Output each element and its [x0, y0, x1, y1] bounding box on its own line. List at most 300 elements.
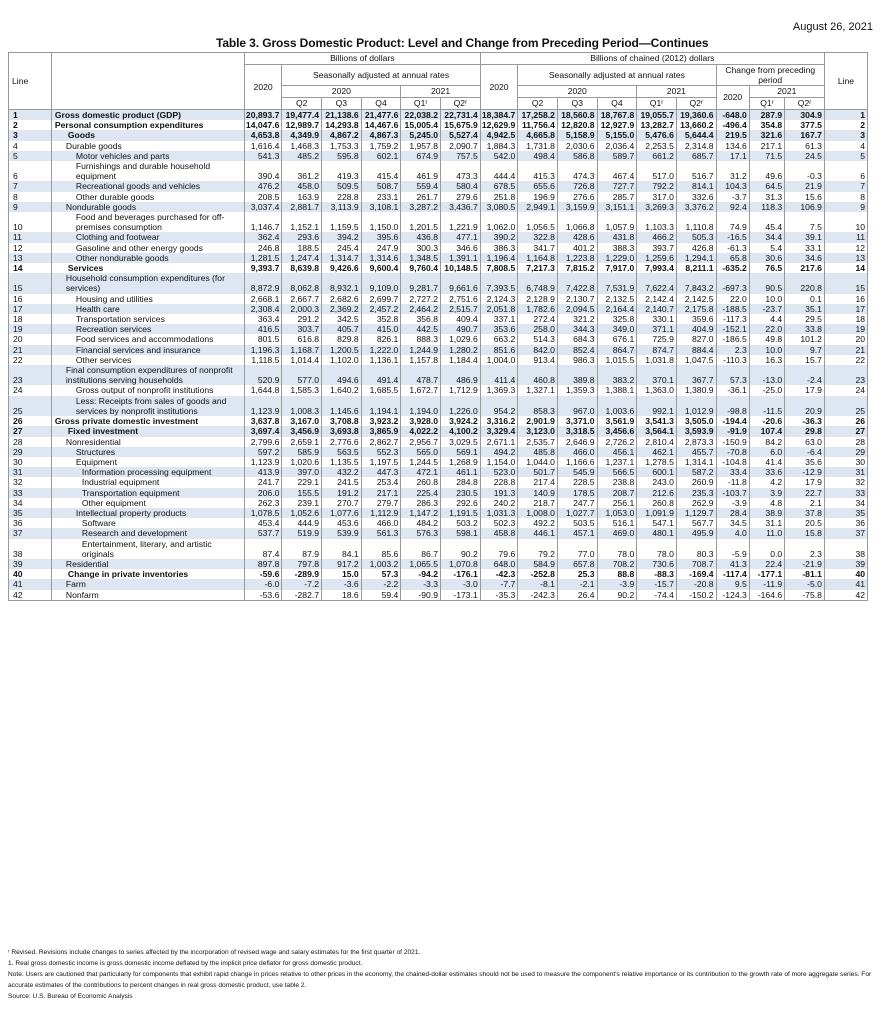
row-value: 218.7: [518, 498, 558, 508]
table-row: [9, 192, 868, 202]
row-value: 1,884.3: [480, 141, 518, 151]
row-value: -103.7: [716, 488, 749, 498]
row-value: 241.5: [322, 477, 362, 487]
row-value: 18,384.7: [480, 110, 518, 121]
row-value: 1,047.5: [676, 355, 716, 365]
row-value: 2,751.6: [441, 294, 481, 304]
row-value: 3,697.4: [244, 426, 282, 436]
row-value: 20.5: [785, 518, 825, 528]
row-value: 1,731.8: [518, 141, 558, 151]
row-value: 397.0: [282, 467, 322, 477]
row-value: 1,031.8: [637, 355, 677, 365]
row-value: 291.2: [282, 314, 322, 324]
row-value: 419.3: [322, 161, 362, 181]
row-value: 10,148.5: [441, 263, 481, 273]
row-value: 395.6: [361, 232, 401, 242]
row-value: 90.2: [441, 539, 481, 559]
row-value: 1,056.5: [518, 212, 558, 232]
row-label: Residential: [51, 559, 244, 569]
row-value: 2.1: [785, 498, 825, 508]
row-value: 41.4: [749, 457, 784, 467]
row-value: -61.3: [716, 243, 749, 253]
row-value: 5,644.4: [676, 130, 716, 140]
row-label: Change in private inventories: [51, 569, 244, 579]
row-line-number: 41: [824, 579, 867, 589]
row-value: 31.2: [716, 161, 749, 181]
table-row: [9, 426, 868, 436]
row-value: 1,065.5: [401, 559, 441, 569]
row-value: 235.3: [676, 488, 716, 498]
row-value: 858.3: [518, 396, 558, 416]
row-value: 356.8: [401, 314, 441, 324]
row-value: 1,066.8: [557, 212, 597, 232]
row-value: 1,152.1: [282, 212, 322, 232]
row-value: -35.3: [480, 590, 518, 601]
row-value: 393.7: [637, 243, 677, 253]
row-value: -81.1: [785, 569, 825, 579]
row-line-number: 22: [824, 355, 867, 365]
row-line-number: 36: [9, 518, 52, 528]
row-value: 19,055.7: [637, 110, 677, 121]
row-value: 584.9: [518, 559, 558, 569]
row-value: 20.9: [785, 396, 825, 416]
row-value: -6.4: [785, 447, 825, 457]
row-value: 1,123.9: [244, 457, 282, 467]
row-value: 792.2: [637, 181, 677, 191]
row-label: Gross output of nonprofit institutions: [51, 385, 244, 395]
row-value: -5.9: [716, 539, 749, 559]
row-value: -0.3: [785, 161, 825, 181]
row-value: 1,191.5: [441, 508, 481, 518]
row-value: 14,467.6: [361, 120, 401, 130]
row-value: 1,380.9: [676, 385, 716, 395]
row-value: 484.2: [401, 518, 441, 528]
header-2021: 2021: [749, 86, 824, 98]
table-row: [9, 232, 868, 242]
row-line-number: 29: [9, 447, 52, 457]
row-value: 9.5: [716, 579, 749, 589]
row-value: 726.8: [557, 181, 597, 191]
row-value: 444.4: [480, 161, 518, 181]
table-row: [9, 498, 868, 508]
row-value: 1,147.2: [401, 508, 441, 518]
row-value: 519.9: [282, 528, 322, 538]
row-value: 1,077.6: [322, 508, 362, 518]
row-line-number: 23: [9, 365, 52, 385]
row-value: 12,820.8: [557, 120, 597, 130]
row-value: 346.6: [441, 243, 481, 253]
row-value: -2.4: [785, 365, 825, 385]
row-value: -59.6: [244, 569, 282, 579]
row-value: -36.1: [716, 385, 749, 395]
row-value: 2,699.7: [361, 294, 401, 304]
report-date: August 26, 2021: [792, 21, 873, 33]
row-value: 262.9: [676, 498, 716, 508]
row-value: -3.9: [716, 498, 749, 508]
table-row: [9, 457, 868, 467]
row-value: 2,799.6: [244, 437, 282, 447]
row-value: 1,102.0: [322, 355, 362, 365]
row-value: 9.7: [785, 345, 825, 355]
row-line-number: 24: [824, 385, 867, 395]
row-value: 505.3: [676, 232, 716, 242]
row-value: 167.7: [785, 130, 825, 140]
row-value: 261.7: [401, 192, 441, 202]
row-value: 219.5: [716, 130, 749, 140]
row-value: 829.8: [322, 334, 362, 344]
row-line-number: 31: [824, 467, 867, 477]
row-value: 648.0: [480, 559, 518, 569]
header-q3: Q3: [322, 98, 362, 110]
table-row: [9, 385, 868, 395]
row-value: 18,560.8: [557, 110, 597, 121]
row-value: 17.9: [785, 385, 825, 395]
row-label: Health care: [51, 304, 244, 314]
row-value: 5,158.9: [557, 130, 597, 140]
row-value: 31.1: [749, 518, 784, 528]
row-value: 377.5: [785, 120, 825, 130]
row-value: -2.1: [557, 579, 597, 589]
row-value: -104.8: [716, 457, 749, 467]
row-line-number: 16: [824, 294, 867, 304]
row-value: 2,515.7: [441, 304, 481, 314]
row-value: 29.5: [785, 314, 825, 324]
row-value: 26.4: [557, 590, 597, 601]
header-q3: Q3: [557, 98, 597, 110]
row-line-number: 22: [9, 355, 52, 365]
row-value: 476.2: [244, 181, 282, 191]
row-value: 191.2: [322, 488, 362, 498]
header-2020: 2020: [716, 86, 749, 110]
header-q1r: Q1ʳ: [637, 98, 677, 110]
table-row: [9, 467, 868, 477]
row-value: 486.9: [441, 365, 481, 385]
row-value: 1,314.7: [322, 253, 362, 263]
row-value: 59.4: [361, 590, 401, 601]
row-value: 1,616.4: [244, 141, 282, 151]
row-value: 3,167.0: [282, 416, 322, 426]
table-row: [9, 212, 868, 232]
row-value: 12,927.9: [597, 120, 637, 130]
table-row: [9, 334, 868, 344]
row-label: Gasoline and other energy goods: [51, 243, 244, 253]
row-value: 228.8: [322, 192, 362, 202]
row-value: 9,426.6: [322, 263, 362, 273]
row-value: 4.4: [749, 314, 784, 324]
row-label: Fixed investment: [51, 426, 244, 436]
row-line-number: 40: [9, 569, 52, 579]
row-value: 565.0: [401, 447, 441, 457]
table-row: [9, 437, 868, 447]
row-value: 2,130.7: [557, 294, 597, 304]
row-value: -94.2: [401, 569, 441, 579]
row-line-number: 38: [824, 539, 867, 559]
row-value: 473.3: [441, 161, 481, 181]
row-value: 220.8: [785, 273, 825, 293]
row-value: 41.3: [716, 559, 749, 569]
row-value: 539.9: [322, 528, 362, 538]
row-value: 3,029.5: [441, 437, 481, 447]
row-value: 64.5: [749, 181, 784, 191]
row-value: 566.5: [597, 467, 637, 477]
row-value: 30.6: [749, 253, 784, 263]
row-value: 595.8: [322, 151, 362, 161]
row-line-number: 26: [9, 416, 52, 426]
row-label: Motor vehicles and parts: [51, 151, 244, 161]
row-label: Transportation equipment: [51, 488, 244, 498]
row-value: 2.3: [716, 345, 749, 355]
row-label: Intellectual property products: [51, 508, 244, 518]
row-value: 258.0: [518, 324, 558, 334]
row-line-number: 4: [824, 141, 867, 151]
row-value: 4,100.2: [441, 426, 481, 436]
row-value: 344.3: [557, 324, 597, 334]
row-value: 1,078.5: [244, 508, 282, 518]
row-label: Final consumption expenditures of nonprofit institutions serving households: [51, 365, 244, 385]
row-value: 7,393.5: [480, 273, 518, 293]
table-row: [9, 559, 868, 569]
row-value: 954.2: [480, 396, 518, 416]
row-value: 4,349.9: [282, 130, 322, 140]
row-line-number: 33: [9, 488, 52, 498]
row-value: 34.6: [785, 253, 825, 263]
row-value: 727.7: [597, 181, 637, 191]
header-q1r: Q1ʳ: [749, 98, 784, 110]
row-value: 1,168.7: [282, 345, 322, 355]
row-label: Entertainment, literary, and artistic originals: [51, 539, 244, 559]
header-year-2020: 2020: [480, 65, 518, 110]
header-q2r: Q2ʳ: [676, 98, 716, 110]
row-value: 140.9: [518, 488, 558, 498]
row-value: 917.2: [322, 559, 362, 569]
row-value: 1,194.1: [361, 396, 401, 416]
row-value: 39.1: [785, 232, 825, 242]
table-row: [9, 539, 868, 559]
row-value: 28.4: [716, 508, 749, 518]
row-value: 503.5: [557, 518, 597, 528]
table-row: [9, 324, 868, 334]
row-value: 1,294.1: [676, 253, 716, 263]
row-value: 1,150.0: [361, 212, 401, 232]
row-value: 394.2: [322, 232, 362, 242]
table-row: [9, 488, 868, 498]
row-value: 2,682.6: [322, 294, 362, 304]
row-line-number: 2: [824, 120, 867, 130]
row-value: -648.0: [716, 110, 749, 121]
row-value: 684.3: [557, 334, 597, 344]
row-value: 2,094.5: [557, 304, 597, 314]
row-value: 404.9: [676, 324, 716, 334]
table-row: [9, 416, 868, 426]
row-value: 11.0: [749, 528, 784, 538]
row-value: 208.5: [244, 192, 282, 202]
row-value: 1,154.0: [480, 457, 518, 467]
row-value: 2,727.2: [401, 294, 441, 304]
row-value: -124.3: [716, 590, 749, 601]
row-line-number: 19: [9, 324, 52, 334]
table-row: [9, 263, 868, 273]
row-line-number: 27: [9, 426, 52, 436]
row-value: 864.7: [597, 345, 637, 355]
row-value: -25.0: [749, 385, 784, 395]
row-value: 708.7: [676, 559, 716, 569]
header-seasonal: Seasonally adjusted at annual rates: [282, 65, 480, 86]
row-value: 992.1: [637, 396, 677, 416]
row-value: 284.8: [441, 477, 481, 487]
row-value: 230.5: [441, 488, 481, 498]
row-value: 18,767.8: [597, 110, 637, 121]
row-value: 90.2: [597, 590, 637, 601]
row-label: Less: Receipts from sales of goods and services by nonprofit institutions: [51, 396, 244, 416]
row-value: -21.9: [785, 559, 825, 569]
row-value: 1,391.1: [441, 253, 481, 263]
row-value: 1,052.6: [282, 508, 322, 518]
row-value: 2,901.9: [518, 416, 558, 426]
row-value: 1,244.9: [401, 345, 441, 355]
row-value: 361.2: [282, 161, 322, 181]
row-value: 447.3: [361, 467, 401, 477]
row-value: 20,893.7: [244, 110, 282, 121]
row-value: 1,223.8: [557, 253, 597, 263]
row-label: Housing and utilities: [51, 294, 244, 304]
row-value: -117.3: [716, 314, 749, 324]
row-value: 260.8: [637, 498, 677, 508]
row-value: 5,527.4: [441, 130, 481, 140]
row-value: 78.0: [637, 539, 677, 559]
row-value: 577.0: [282, 365, 322, 385]
row-value: 22.0: [749, 324, 784, 334]
row-line-number: 42: [9, 590, 52, 601]
row-value: 90.5: [749, 273, 784, 293]
row-value: -117.4: [716, 569, 749, 579]
row-value: 256.1: [597, 498, 637, 508]
row-line-number: 18: [824, 314, 867, 324]
row-line-number: 10: [9, 212, 52, 232]
row-label: Software: [51, 518, 244, 528]
table-row: [9, 447, 868, 457]
row-line-number: 12: [9, 243, 52, 253]
row-value: 2,124.3: [480, 294, 518, 304]
table-row: [9, 130, 868, 140]
row-value: 21,138.6: [322, 110, 362, 121]
row-value: 240.2: [480, 498, 518, 508]
row-value: 7,217.3: [518, 263, 558, 273]
row-value: 79.6: [480, 539, 518, 559]
row-value: 2,175.8: [676, 304, 716, 314]
row-value: 458.8: [480, 528, 518, 538]
row-value: 24.5: [785, 151, 825, 161]
row-value: 897.8: [244, 559, 282, 569]
row-value: 1,197.5: [361, 457, 401, 467]
row-line-number: 39: [824, 559, 867, 569]
row-value: 33.4: [716, 467, 749, 477]
row-value: 542.0: [480, 151, 518, 161]
row-value: 1,012.9: [676, 396, 716, 416]
row-value: 7,993.4: [637, 263, 677, 273]
row-value: 1,585.3: [282, 385, 322, 395]
row-value: 874.7: [637, 345, 677, 355]
row-value: 516.7: [676, 161, 716, 181]
row-value: 241.7: [244, 477, 282, 487]
row-value: 587.2: [676, 467, 716, 477]
row-value: 2,667.7: [282, 294, 322, 304]
row-value: 33.1: [785, 243, 825, 253]
row-value: 3,080.5: [480, 202, 518, 212]
row-value: 453.6: [322, 518, 362, 528]
row-line-number: 30: [9, 457, 52, 467]
row-line-number: 35: [9, 508, 52, 518]
row-value: 1,359.3: [557, 385, 597, 395]
row-value: -3.9: [597, 579, 637, 589]
row-value: 363.4: [244, 314, 282, 324]
row-value: 19,360.6: [676, 110, 716, 121]
row-value: 18.6: [322, 590, 362, 601]
row-value: 469.0: [597, 528, 637, 538]
row-value: -186.5: [716, 334, 749, 344]
row-line-number: 1: [824, 110, 867, 121]
row-value: 74.9: [716, 212, 749, 232]
row-value: -3.7: [716, 192, 749, 202]
row-value: 986.3: [557, 355, 597, 365]
row-value: 208.7: [597, 488, 637, 498]
row-value: 455.7: [676, 447, 716, 457]
row-line-number: 26: [824, 416, 867, 426]
gdp-table: [8, 52, 868, 601]
row-value: 228.5: [557, 477, 597, 487]
row-value: 730.6: [637, 559, 677, 569]
row-value: 1,157.8: [401, 355, 441, 365]
table-body: [9, 110, 868, 601]
row-value: 8,639.8: [282, 263, 322, 273]
row-value: -150.2: [676, 590, 716, 601]
row-line-number: 5: [824, 151, 867, 161]
row-value: 1,123.9: [244, 396, 282, 416]
row-value: -11.5: [749, 396, 784, 416]
row-value: 1,327.1: [518, 385, 558, 395]
row-value: 390.2: [480, 232, 518, 242]
row-value: 4,653.8: [244, 130, 282, 140]
row-line-number: 8: [9, 192, 52, 202]
row-value: -74.4: [637, 590, 677, 601]
row-value: 1,229.0: [597, 253, 637, 263]
row-value: 3,159.9: [557, 202, 597, 212]
row-value: 7,422.8: [557, 273, 597, 293]
row-value: 22,038.2: [401, 110, 441, 121]
table-row: [9, 579, 868, 589]
row-value: -11.9: [749, 579, 784, 589]
table-row: [9, 151, 868, 161]
row-value: 29.8: [785, 426, 825, 436]
row-value: 462.1: [637, 447, 677, 457]
row-value: 12,989.7: [282, 120, 322, 130]
row-value: 495.9: [676, 528, 716, 538]
row-value: 389.8: [557, 365, 597, 385]
row-value: 1,221.9: [441, 212, 481, 232]
row-value: 2,369.2: [322, 304, 362, 314]
row-value: 1,057.9: [597, 212, 637, 232]
row-value: 569.1: [441, 447, 481, 457]
header-q4: Q4: [597, 98, 637, 110]
row-value: 71.5: [749, 151, 784, 161]
row-value: 415.4: [361, 161, 401, 181]
row-value: 2,140.7: [637, 304, 677, 314]
row-value: 1,314.6: [361, 253, 401, 263]
row-value: 19,477.4: [282, 110, 322, 121]
row-value: 3,037.4: [244, 202, 282, 212]
row-value: 3,564.1: [637, 426, 677, 436]
row-label: Equipment: [51, 457, 244, 467]
row-value: 317.0: [637, 192, 677, 202]
